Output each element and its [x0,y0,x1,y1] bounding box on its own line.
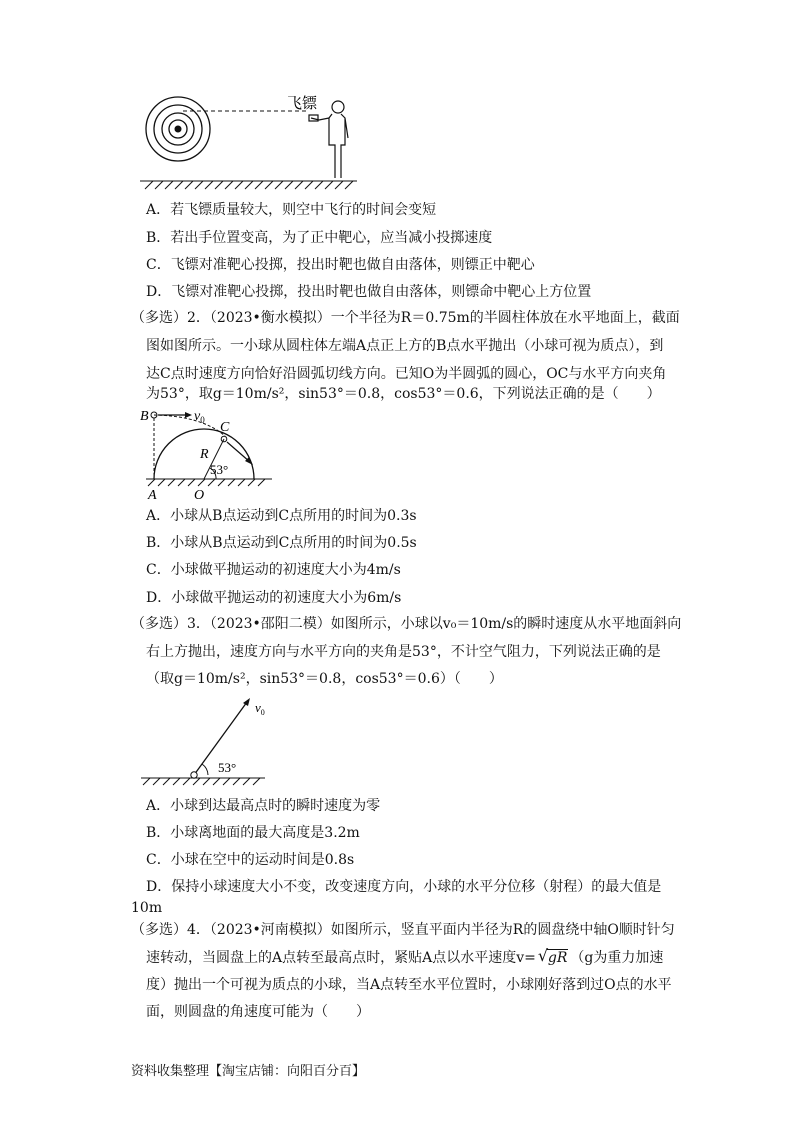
bullseye [175,126,182,133]
sqrt-expression: √ gR [537,946,568,966]
label-o: O [194,488,205,502]
q3-stem-line-2: 右上方抛出，速度方向与水平方向的夹角是53°，不计空气阻力，下列说法正确的是 [146,644,661,660]
q1-option-d: D．飞镖对准靶心投掷，投出时靶也做自由落体，则镖命中靶心上方位置 [146,284,592,300]
ball [191,772,197,778]
q1-option-b: B．若出手位置变高，为了正中靶心，应当减小投掷速度 [146,230,493,246]
q3-option-b: B．小球离地面的最大高度是3.2m [146,825,360,841]
q1-option-a: A．若飞镖质量较大，则空中飞行的时间会变短 [146,202,437,218]
ground-hatch [141,778,265,785]
q4-stem-line-3: 度）抛出一个可视为质点的小球，当A点转至水平位置时，小球刚好落到过O点的水平 [146,977,672,993]
sqrt-radical-icon: √ [537,946,549,965]
q4-stem-line-2-text: 速转动，当圆盘上的A点转至最高点时，紧贴A点以水平速度v= [146,950,536,966]
q4-stem-line-1: （多选）4．（2023•河南模拟）如图所示，竖直平面内半径为R的圆盘绕中轴O顺时针匀 [131,922,675,938]
ground-hatch [146,479,272,486]
q2-stem-line-2: 图如图所示。一小球从圆柱体左端A点正上方的B点水平抛出（小球可视为质点），到 [146,338,664,354]
thrower-figure [309,101,348,178]
page-footer: 资料收集整理【淘宝店铺：向阳百分百】 [131,1064,366,1079]
q4-stem-line-2-tail: （g为重力加速 [570,950,664,966]
q3-stem-line-1: （多选）3．（2023•邵阳二模）如图所示，小球以v₀＝10m/s的瞬时速度从水平地面斜向 [131,616,682,632]
label-a: A [148,488,157,502]
q3-option-d: D．保持小球速度大小不变，改变速度方向，小球的水平分位移（射程）的最大值是 [146,879,662,895]
angle-arc [202,764,208,775]
label-v0: $v_0$ [255,700,265,717]
q2-option-d: D．小球做平抛运动的初速度大小为6m/s [146,590,402,606]
angle-label: 53° [210,462,229,477]
q2-stem-line-3: 达C点时速度方向恰好沿圆弧切线方向。已知O为半圆弧的圆心，OC与水平方向夹角 [146,366,667,382]
q1-option-c: C．飞镖对准靶心投掷，投出时靶也做自由落体，则镖正中靶心 [146,257,535,273]
q2-option-b: B．小球从B点运动到C点所用的时间为0.5s [146,535,417,551]
q2-stem-line-4: 为53°，取g＝10m/s²，sin53°＝0.8，cos53°＝0.6，下列说法正确的是（ ） [146,386,661,402]
ground-hatch [140,181,357,189]
label-b: B [140,409,149,424]
q2-option-a: A．小球从B点运动到C点所用的时间为0.3s [146,508,417,524]
figure-dart-thrower [135,90,365,195]
q3-option-d-tail: 10m [131,900,163,916]
q4-stem-line-4: 面，则圆盘的角速度可能为（ ） [146,1004,370,1020]
figure-projectile [137,690,277,790]
label-c: C [220,420,230,435]
q2-stem-line-1: （多选）2．（2023•衡水模拟）一个半径为R＝0.75m的半圆柱体放在水平地面上，截面 [131,310,680,326]
angle-label: 53° [218,760,237,775]
dart-label: 飞镖 [287,96,318,112]
q4-stem-line-2 [146,948,663,968]
label-v: $v_0$ [194,409,205,425]
trajectory-dashed [154,415,225,436]
q3-option-c: C．小球在空中的运动时间是0.8s [146,852,355,868]
label-r: R [200,447,209,462]
q2-option-c: C．小球做平抛运动的初速度大小为4m/s [146,562,401,578]
q3-option-a: A．小球到达最高点时的瞬时速度为零 [146,798,381,814]
q3-stem-line-3: （取g＝10m/s²，sin53°＝0.8，cos53°＝0.6）（ ） [146,671,503,687]
figure-half-cylinder [132,402,282,502]
